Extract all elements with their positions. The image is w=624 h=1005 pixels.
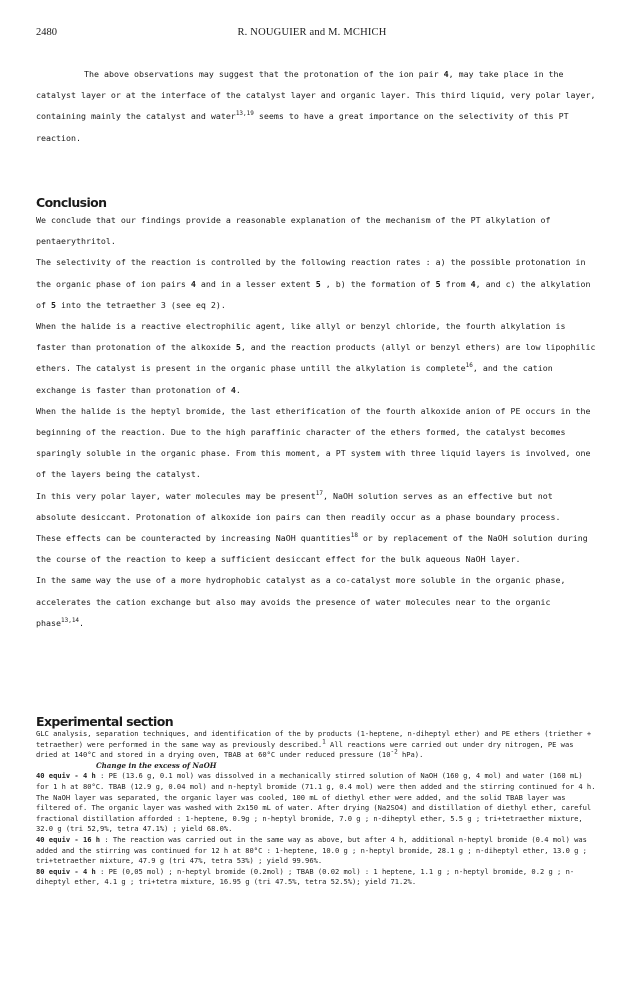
conclusion-paragraph: When the halide is the heptyl bromide, the last etherification of the fourth alkoxide anion of PE occurs in the beginning of the reaction. Due to the high paraffinic character of the ethers formed, the catalyst becomes sparingly soluble in the organic phase. From this moment, a PT system with three liquid layers is involved, one of the layers being the catalyst.: [36, 405, 591, 480]
conclusion-paragraph: When the halide is a reactive electrophilic agent, like allyl or benzyl chloride, the fourth alkylation is faster than protonation of the alkoxide 5, and the reaction products (allyl or benzyl ethers) are low lipophilic ethers. The catalyst is present in the organic phase untill the alkylation is complete$^{16}$, and the cation exchange is faster than protonation of 4.: [36, 321, 596, 395]
conclusion-body: [36, 210, 596, 634]
conclusion-paragraph: In the same way the use of a more hydrophobic catalyst as a co-catalyst more soluble in the organic phase, accelerates the cation exchange but also may avoids the presence of water molecules near to the organic phase$^{13,14}$.: [36, 575, 566, 628]
experiment-entry: 80 equiv - 4 h : PE (0,05 mol) ; n-heptyl bromide (0.2mol) ; TBAB (0.02 mol) : 1 heptene, 1.1 g ; n-heptyl bromide, 0.2 g ; n-diheptyl ether, 4.1 g ; tri+tetra mixture, 16.95 g (tri 47.5%, tetra 52.5%); yield 71.2%.: [36, 866, 575, 887]
conclusion-heading: Conclusion: [36, 195, 107, 210]
experimental-body: [36, 729, 596, 888]
conclusion-paragraph: We conclude that our findings provide a reasonable explanation of the mechanism of the PT alkylation of pentaerythritol.: [36, 215, 551, 247]
experimental-heading: Experimental section: [36, 714, 173, 729]
running-head-authors: R. NOUGUIER and M. MCHICH: [237, 27, 387, 38]
experiment-entry: 40 equiv - 4 h : PE (13.6 g, 0.1 mol) was dissolved in a mechanically stirred solution of NaOH (160 g, 4 mol) and water (160 mL) for 1 h at 80°C. TBAB (12.9 g, 0.04 mol) and n-heptyl bromide (71.1 g, 0.4 mol) were then added and the stirring continued for 4 h. The NaOH layer was separated, the organic layer was cooled, 100 mL of diethyl ether were added, and the solid TBAB layer was filtered of. The organic layer was washed with 2x150 mL of water. After drying (Na2SO4) and distillation of diethyl ether, careful fractional distillation afforded : 1-heptene, 0.9g ; n-heptyl bromide, 7.0 g ; n-diheptyl ether, 5.5 g ; tri+tetraether mixture, 32.0 g (tri 52,9%, tetra 47.1%) ; yield 68.0%.: [36, 771, 596, 834]
experimental-subtitle: Change in the excess of NaOH: [96, 760, 217, 770]
page-number: 2480: [36, 27, 57, 38]
intro-paragraph: The above observations may suggest that the protonation of the ion pair 4, may take place in the catalyst layer or at the interface of the catalyst layer and organic layer. This third liquid, very polar layer, containing mainly the catalyst and water$^{13,19}$ seems to have a great importance on the selectivity of this PT reaction.: [36, 69, 596, 143]
running-header: [36, 27, 588, 41]
experimental-general: GLC analysis, separation techniques, and identification of the by products (1-heptene, n-diheptyl ether) and PE ethers (triether + tetraether) were performed in the same way as previously described.$^1$ All reactions were carried out under dry nitrogen, PE was dried at 140°C and stored in a drying oven, TBAB at 60°C under reduced pressure ($10^{-2}$ hPa).: [36, 729, 592, 760]
conclusion-paragraph: These effects can be counteracted by increasing NaOH quantities$^{18}$ or by replacement of the NaOH solution during the course of the reaction to keep a sufficient desiccant effect for the bulk aqueous NaOH layer.: [36, 532, 588, 565]
experiment-entry: 40 equiv - 16 h : The reaction was carried out in the same way as above, but after 4 h, additional n-heptyl bromide (0.4 mol) was added and the stirring was continued for 12 h at 80°C : 1-heptene, 10.0 g ; n-heptyl bromide, 28.1 g ; n-diheptyl ether, 13.0 g ; tri+tetraether mixture, 47.9 g (tri 47%, tetra 53%) ; yield 99.96%.: [36, 834, 587, 866]
conclusion-paragraph: In this very polar layer, water molecules may be present$^{17}$, NaOH solution serves as an effective but not absolute desiccant. Protonation of alkoxide ion pairs can then readily occur as a phase boundary process.: [36, 489, 561, 522]
conclusion-paragraph: The selectivity of the reaction is controlled by the following reaction rates : a) the possible protonation in the organic phase of ion pairs 4 and in a lesser extent 5 , b) the formation of 5 from 4, and c) the alkylation of 5 into the tetraether 3 (see eq 2).: [36, 257, 591, 310]
